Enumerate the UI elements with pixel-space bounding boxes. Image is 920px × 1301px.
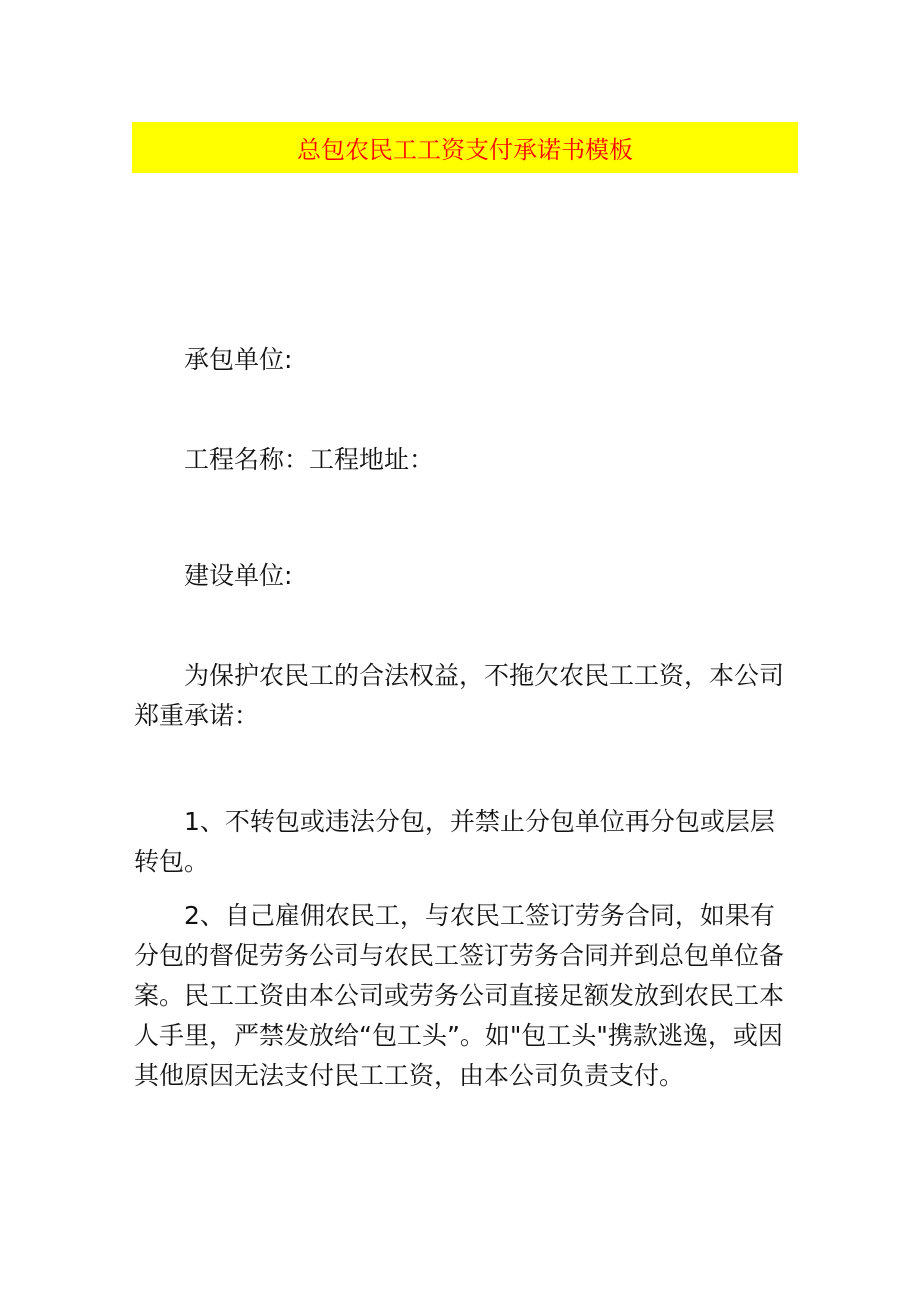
project-name-address-field: 工程名称：工程地址： [184,445,435,474]
intro-paragraph: 为保护农民工的合法权益，不拖欠农民工工资，本公司郑重承诺： [134,661,785,730]
title-banner [132,122,798,173]
commitment-item-1: 1、不转包或违法分包，并禁止分包单位再分包或层层转包。 [134,807,775,876]
builder-field: 建设单位: [184,561,293,590]
document-title: 总包农民工工资支付承诺书模板 [297,136,633,164]
commitment-item-2: 2、自己雇佣农民工，与农民工签订劳务合同，如果有分包的督促劳务公司与农民工签订劳务合同并到总包单位备案。民工工资由本公司或劳务公司直接足额发放到农民工本人手里，严禁发放给“包工头”。如"包工头"携款逃逸，或因其他原因无法支付民工工资，由本公司负责支付。 [134,901,785,1090]
contractor-field: 承包单位: [184,345,293,374]
